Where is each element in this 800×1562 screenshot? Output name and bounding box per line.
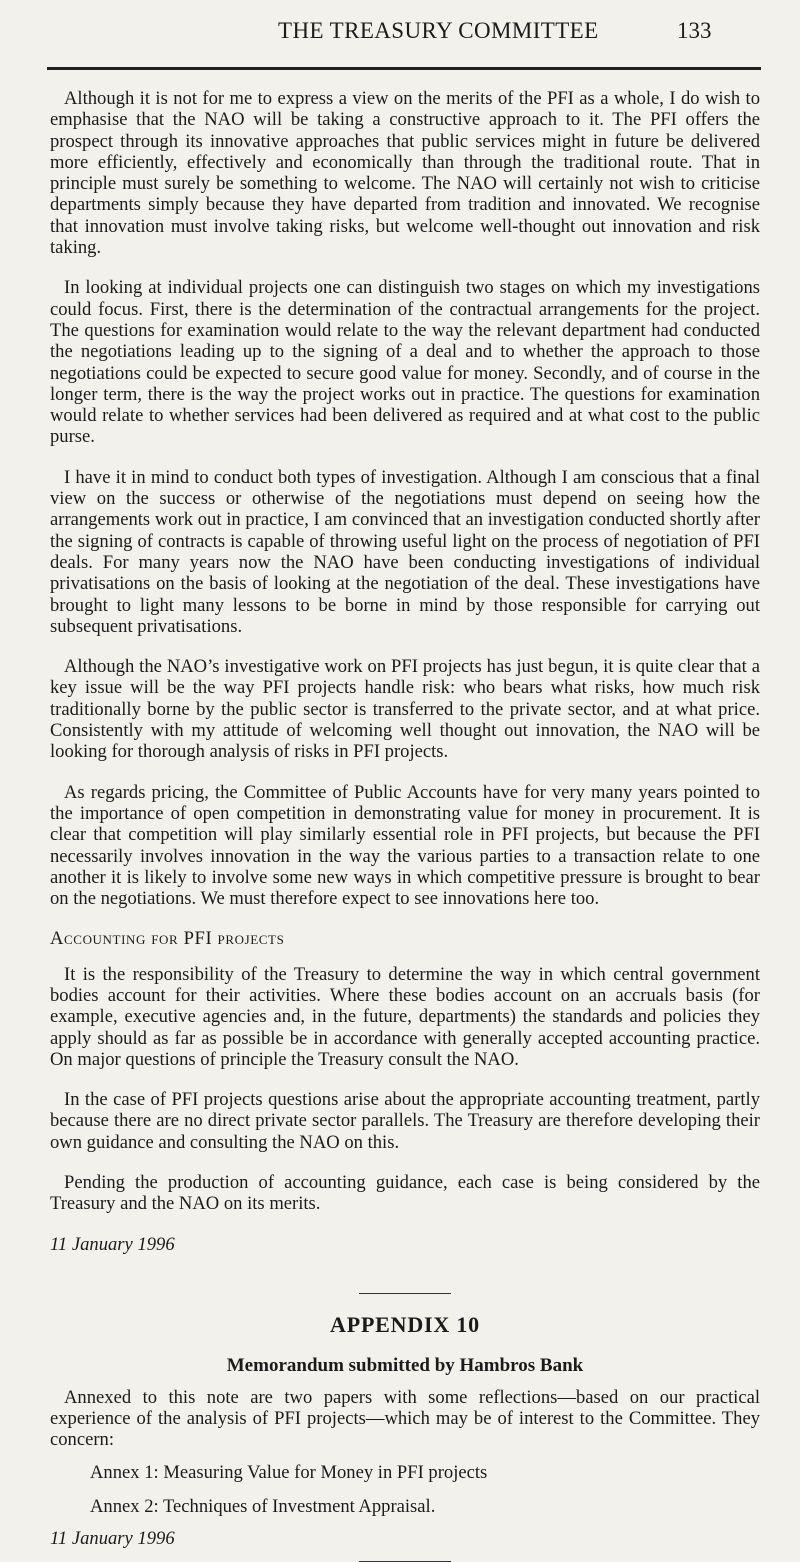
header-rule	[47, 67, 761, 70]
section-separator	[359, 1293, 451, 1294]
running-title: THE TREASURY COMMITTEE	[278, 18, 599, 43]
paragraph: I have it in mind to conduct both types of investigation. Although I am conscious that a final view on the success or otherwise of the negotiations must depend on seeing how the arrangements work out in practice, I am convinced that an investigation conducted shortly after the signing of contracts is capable of throwing useful light on the process of negotiation of PFI deals. For many years now the NAO have been conducting investigations of individual privatisations on the basis of looking at the negotiation of the deal. These investigations have brought to light many lessons to be borne in mind by those responsible for carrying out subsequent privatisations.	[50, 466, 760, 637]
appendix-date: 11 January 1996	[50, 1528, 175, 1550]
paragraph: It is the responsibility of the Treasury to determine the way in which central government bodies account for their activities. Where these bodies account on an accruals basis (for example, executive agencies and, in the future, departments) the standards and policies they apply should as far as possible be in accordance with generally accepted accounting practice. On major questions of principle the Treasury consult the NAO.	[50, 963, 760, 1070]
paragraph: Although it is not for me to express a view on the merits of the PFI as a whole, I do wish to emphasise that the NAO will be taking a constructive approach to it. The PFI offers the prospect through its innovative approaches that public services might in future be delivered more efficiently, effectively and economically than through the traditional route. That in principle must surely be something to welcome. The NAO will certainly not wish to criticise departments simply because they have departed from tradition and innovated. We recognise that innovation must involve taking risks, but welcome well-thought out innovation and risk taking.	[50, 88, 760, 259]
appendix-intro: Annexed to this note are two papers with some reflections—based on our practical experience of the analysis of PFI projects—which may be of interest to the Committee. They concern:	[50, 1386, 760, 1451]
page-number: 133	[677, 18, 712, 43]
appendix-title: APPENDIX 10	[330, 1311, 480, 1337]
page-header	[0, 18, 800, 58]
paragraph: In the case of PFI projects questions arise about the appropriate accounting treatment, partly because there are no direct private sector parallels. The Treasury are therefore developing their own guidance and consulting the NAO on this.	[50, 1089, 760, 1153]
paragraph: Pending the production of accounting guidance, each case is being considered by the Treasury and the NAO on its merits.	[50, 1172, 760, 1215]
annex-item: Annex 2: Techniques of Investment Appraisal.	[90, 1495, 436, 1517]
section-heading: Accounting for PFI projects	[50, 928, 285, 950]
paragraph: As regards pricing, the Committee of Public Accounts have for very many years pointed to the importance of open competition in demonstrating value for money in procurement. It is clear that competition will play similarly essential role in PFI projects, but because the PFI necessarily involves innovation in the way the various parties to a transaction relate to one another it is likely to involve some new ways in which competitive pressure is brought to bear on the negotiations. We must therefore expect to see innovations here too.	[50, 781, 760, 910]
document-body	[50, 88, 760, 1562]
memorandum-title: Memorandum submitted by Hambros Bank	[226, 1355, 584, 1377]
annex-item: Annex 1: Measuring Value for Money in PFI projects	[90, 1462, 488, 1484]
paragraph: Although the NAO’s investigative work on PFI projects has just begun, it is quite clear that a key issue will be the way PFI projects handle risk: who bears what risks, how much risk traditionally borne by the public sector is transferred to the private sector, and at what price. Consistently with my attitude of welcoming well thought out innovation, the NAO will be looking for thorough analysis of risks in PFI projects.	[50, 656, 760, 763]
paragraph: In looking at individual projects one can distinguish two stages on which my investigations could focus. First, there is the determination of the contractual arrangements for the project. The questions for examination would relate to the way the relevant department had conducted the negotiations leading up to the signing of a deal and to whether the approach to those negotiations could be expected to secure good value for money. Secondly, and of course in the longer term, there is the way the project works out in practice. The questions for examination would relate to whether services had been delivered as required and at what cost to the public purse.	[50, 277, 760, 448]
signature-date: 11 January 1996	[50, 1233, 175, 1255]
